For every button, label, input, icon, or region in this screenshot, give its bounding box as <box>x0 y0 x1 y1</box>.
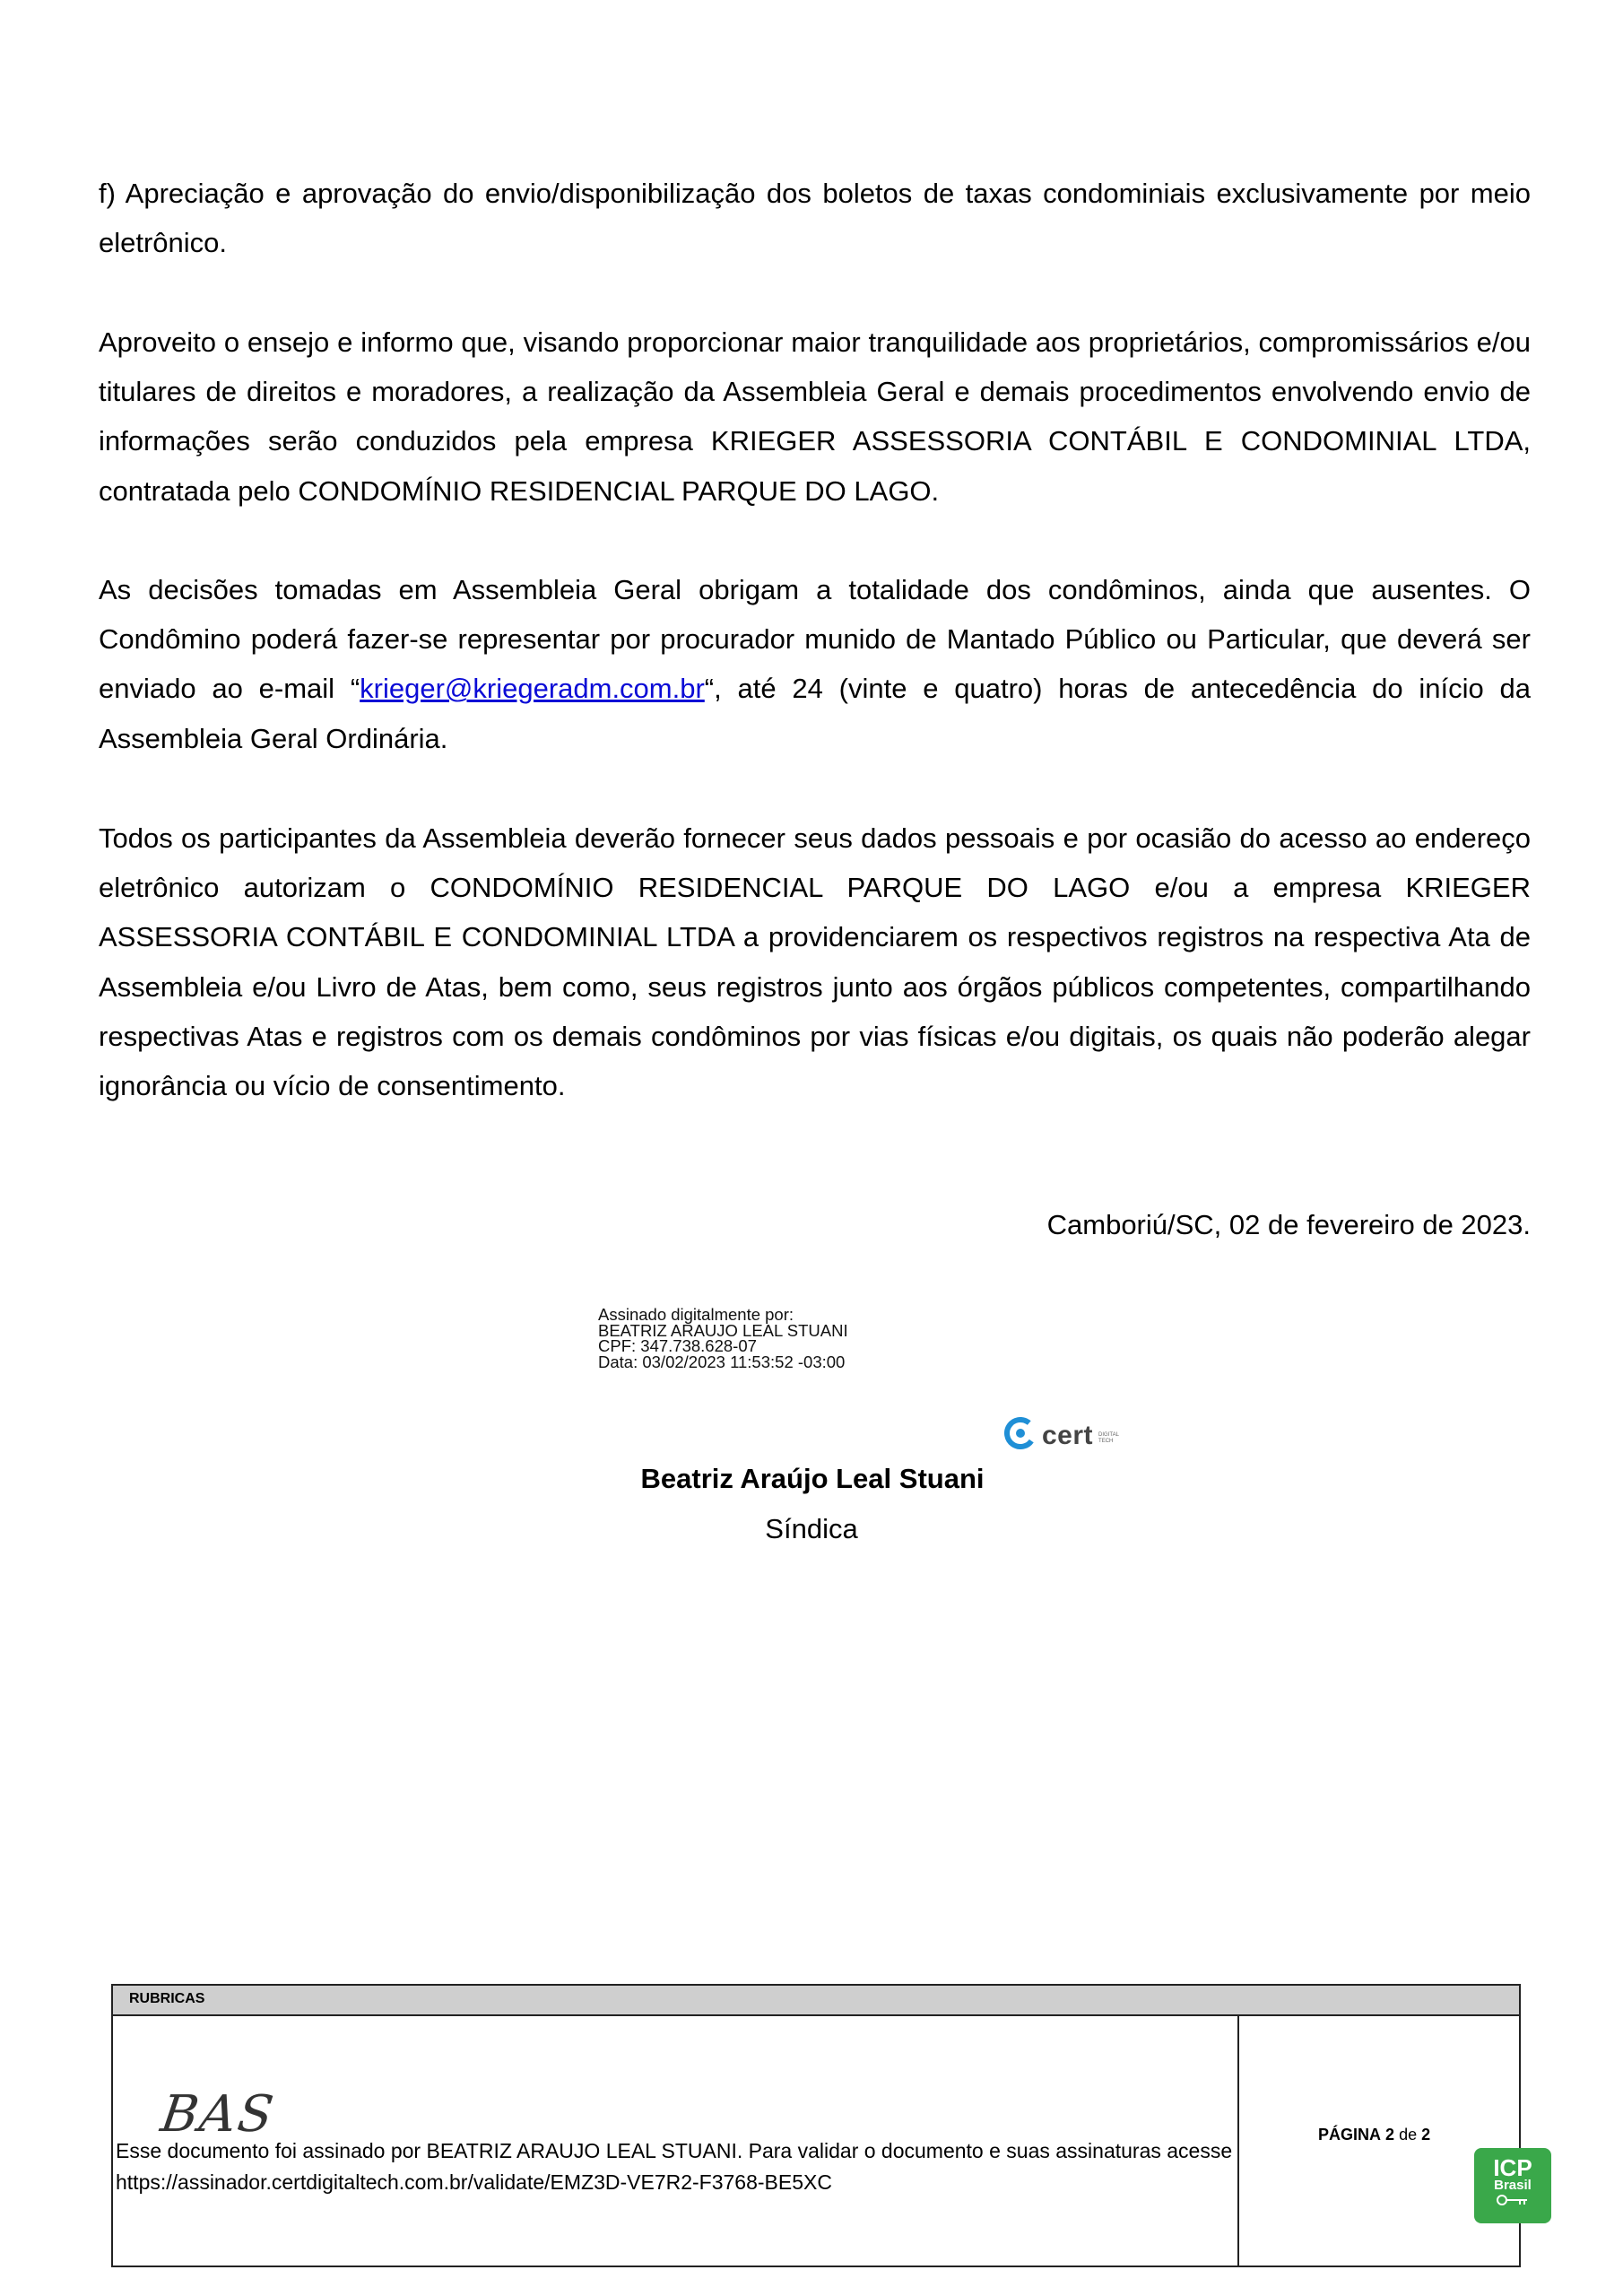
validation-url[interactable]: https://assinador.certdigitaltech.com.br/validate/EMZ3D-VE7R2-F3768-BE5XC <box>116 2170 832 2194</box>
signature-line-3: CPF: 347.738.628-07 <box>598 1336 757 1355</box>
date-line: Camboriú/SC, 02 de fevereiro de 2023. <box>1046 1209 1531 1240</box>
page-current: 2 <box>1385 2126 1395 2144</box>
page-word: PÁGINA <box>1318 2126 1382 2144</box>
paragraph-decisions <box>99 565 1531 763</box>
cert-c-icon <box>1004 1417 1037 1454</box>
digital-signature-block <box>598 1307 848 1370</box>
icp-logo-line1: ICP <box>1493 2154 1532 2181</box>
icp-logo-line2: Brasil <box>1494 2178 1532 2193</box>
signer-name <box>0 1463 1623 1495</box>
icp-brasil-logo <box>1474 2148 1551 2223</box>
validation-text: Esse documento foi assinado por BEATRIZ ARAUJO LEAL STUANI. Para validar o documento e suas assinaturas acesse <box>116 2139 1233 2162</box>
handwritten-initials: BAS <box>157 2085 279 2144</box>
paragraph-item-f: f) Apreciação e aprovação do envio/disponibilização dos boletos de taxas condominiais exclusivamente por meio eletrônico. <box>99 178 1531 259</box>
signature-line-1: Assinado digitalmente por: <box>598 1305 794 1324</box>
paragraph-organizer-info: Aproveito o ensejo e informo que, visando proporcionar maior tranquilidade aos proprietários, compromissários e/ou titulares de direitos e moradores, a realização da Assembleia Geral e demais procedimentos envolvendo envio de informações serão conduzidos pela empresa KRIEGER ASSESSORIA CONTÁBIL E CONDOMINIAL LTDA, contratada pelo CONDOMÍNIO RESIDENCIAL PARQUE DO LAGO. <box>99 326 1531 507</box>
paragraph-decisions-text-after: “, até 24 (vinte e quatro) horas de antecedência do início da Assembleia Geral Ordinária. <box>99 673 1531 754</box>
rubricas-box <box>111 1984 1521 2267</box>
rubricas-label: RUBRICAS <box>129 1991 205 2006</box>
paragraph-participants: Todos os participantes da Assembleia deverão fornecer seus dados pessoais e por ocasião do acesso ao endereço eletrônico autorizam o CONDOMÍNIO RESIDENCIAL PARQUE DO LAGO e/ou a empresa KRIEGER ASSESSORIA CONTÁBIL E CONDOMINIAL LTDA a providenciarem os respectivos registros na respectiva Ata de Assembleia e/ou Livro de Atas, bem como, seus registros junto aos órgãos públicos competentes, compartilhando respectivas Atas e registros com os demais condôminos por vias físicas e/ou digitais, os quais não poderão alegar ignorância ou vício de consentimento. <box>99 822 1531 1102</box>
page-number <box>1318 2126 1430 2144</box>
page-total: 2 <box>1421 2126 1431 2144</box>
paragraph-decisions-text-before: As decisões tomadas em Assembleia Geral obrigam a totalidade dos condôminos, ainda que ausentes. O Condômino poderá fazer-se representar por procurador munido de Mantado Público ou Particular, que deverá ser enviado ao e-mail “ <box>99 574 1531 705</box>
rubricas-header <box>113 1986 1519 2016</box>
cert-logo-text: cert <box>1042 1420 1094 1450</box>
page-cell-divider <box>1237 2016 1239 2267</box>
page-of: de <box>1399 2126 1418 2144</box>
email-link[interactable]: krieger@kriegeradm.com.br <box>360 673 705 705</box>
signer-name-text: Beatriz Araújo Leal Stuani <box>640 1463 985 1494</box>
cert-logo-subtext: DIGITAL TECH <box>1098 1431 1119 1444</box>
cert-logo <box>1004 1417 1129 1454</box>
signature-line-2: BEATRIZ ARAUJO LEAL STUANI <box>598 1320 848 1340</box>
signer-role: Síndica <box>765 1513 858 1544</box>
key-icon <box>1495 2196 1531 2211</box>
signature-line-4: Data: 03/02/2023 11:53:52 -03:00 <box>598 1352 846 1371</box>
